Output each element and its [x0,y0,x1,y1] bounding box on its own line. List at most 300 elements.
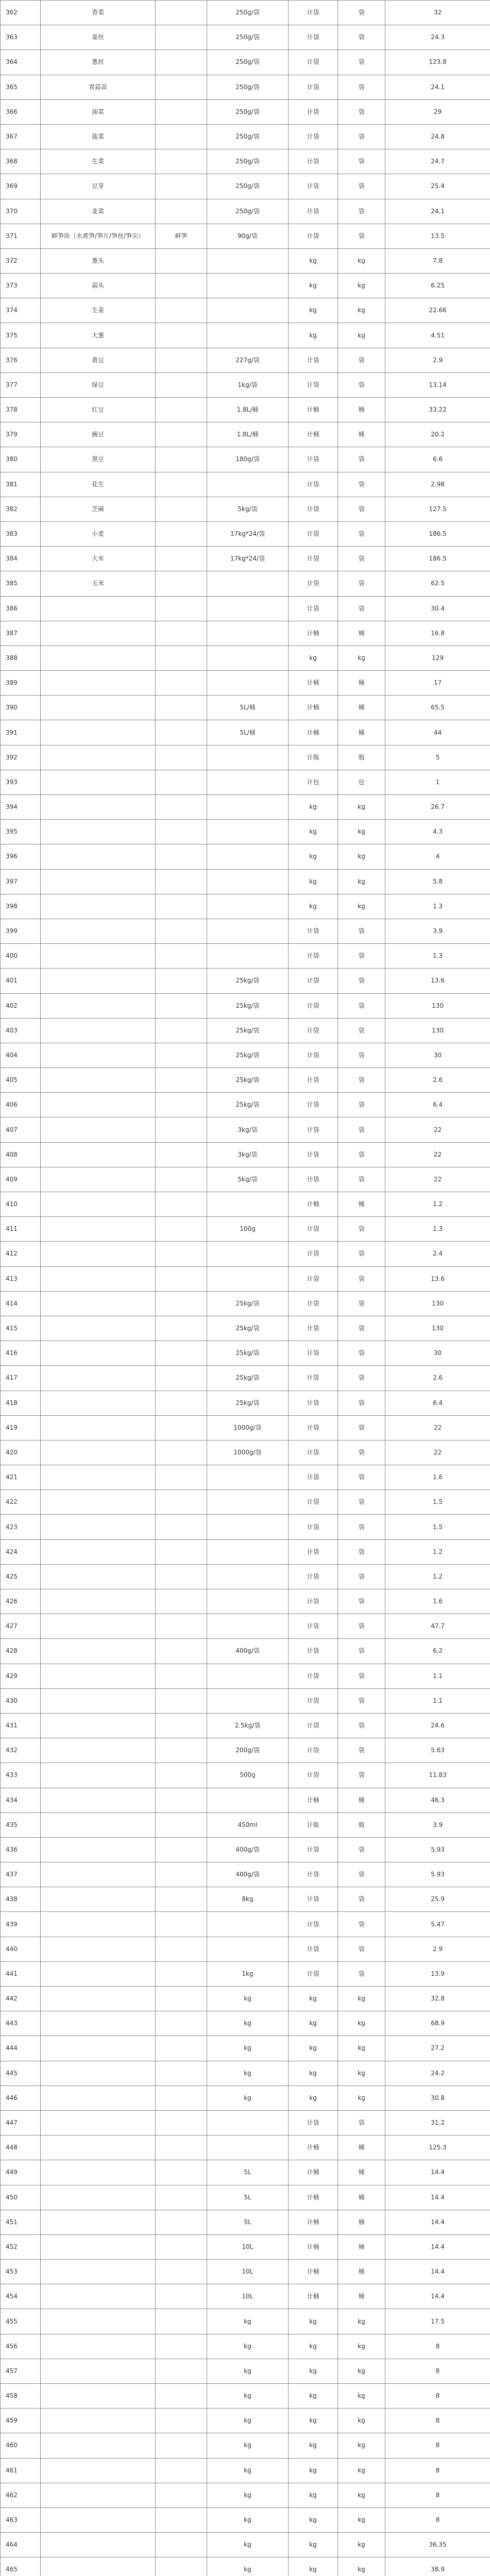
item-name-cell: 姜丝 [41,25,156,49]
unit-mode-cell: 计袋 [289,2111,338,2135]
price-cell: 14.4 [385,2160,490,2184]
spec-cell: 250g/袋 [207,125,289,149]
unit-cell: 袋 [338,1068,385,1092]
row-number-cell: 458 [1,2384,41,2408]
unit-cell: 包 [338,770,385,794]
item-name-cell: 大米 [41,547,156,571]
unit-cell: 袋 [338,472,385,497]
price-cell: 1.1 [385,1664,490,1688]
unit-mode-cell: kg [289,795,338,819]
unit-cell: 袋 [338,75,385,99]
table-row [0,1589,490,1614]
unit-mode-cell: 计袋 [289,75,338,99]
unit-cell: 袋 [338,1490,385,1514]
unit-cell: 袋 [338,149,385,174]
table-row [0,2384,490,2409]
item-name-cell [41,2384,156,2408]
price-cell: 32.8 [385,1987,490,2011]
table-row [0,2136,490,2160]
unit-cell: 袋 [338,1589,385,1614]
brand-cell [156,1143,207,1167]
table-row [0,2036,490,2061]
price-cell: 4.51 [385,323,490,347]
brand-cell [156,1093,207,1117]
table-row [0,795,490,820]
price-cell: 30 [385,1341,490,1365]
spec-cell: kg [207,2508,289,2532]
item-name-cell: 韭菜 [41,199,156,224]
unit-cell: 桶 [338,621,385,646]
spec-cell: 10L [207,2235,289,2259]
unit-cell: 袋 [338,174,385,198]
unit-cell: 袋 [338,1217,385,1241]
table-row [0,820,490,844]
unit-mode-cell: 计袋 [289,1391,338,1415]
unit-mode-cell: 计袋 [289,919,338,943]
table-row [0,348,490,373]
unit-cell: 袋 [338,597,385,621]
unit-mode-cell: 计桶 [289,2136,338,2160]
brand-cell [156,1788,207,1812]
brand-cell [156,1689,207,1713]
table-row [0,944,490,969]
row-number-cell: 426 [1,1589,41,1614]
price-cell: 8 [385,2334,490,2359]
price-cell: 25.9 [385,1887,490,1911]
row-number-cell: 440 [1,1937,41,1961]
item-name-cell [41,2185,156,2210]
spec-cell: kg [207,2011,289,2036]
unit-mode-cell: kg [289,249,338,273]
unit-cell: 桶 [338,1788,385,1812]
unit-mode-cell: 计袋 [289,125,338,149]
row-number-cell: 430 [1,1689,41,1713]
spec-cell [207,1937,289,1961]
price-cell: 2.9 [385,1937,490,1961]
item-name-cell [41,1391,156,1415]
brand-cell [156,100,207,124]
row-number-cell: 447 [1,2111,41,2135]
price-cell: 8 [385,2384,490,2408]
item-name-cell [41,1416,156,1440]
item-name-cell [41,2459,156,2483]
brand-cell [156,2210,207,2234]
table-row [0,1838,490,1862]
spec-cell [207,646,289,670]
unit-mode-cell: 计袋 [289,1490,338,1514]
spec-cell: 100g [207,1217,289,1241]
brand-cell [156,2483,207,2507]
row-number-cell: 387 [1,621,41,646]
spec-cell: kg [207,2309,289,2333]
brand-cell [156,1,207,25]
table-row [0,1440,490,1465]
row-number-cell: 421 [1,1465,41,1489]
brand-cell [156,1267,207,1291]
row-number-cell: 446 [1,2086,41,2110]
price-cell: 16.8 [385,621,490,646]
brand-cell [156,745,207,770]
brand-cell [156,944,207,968]
price-cell: 46.3 [385,1788,490,1812]
table-row [0,1242,490,1266]
brand-cell [156,2136,207,2160]
unit-mode-cell: 计袋 [289,1019,338,1043]
unit-cell: 袋 [338,522,385,546]
unit-mode-cell: 计袋 [289,1117,338,1142]
unit-cell: kg [338,2359,385,2383]
brand-cell [156,671,207,695]
brand-cell [156,969,207,993]
unit-mode-cell: 计袋 [289,1689,338,1713]
unit-mode-cell: 计袋 [289,1763,338,1787]
table-row [0,149,490,174]
item-name-cell [41,2409,156,2433]
table-row [0,2086,490,2111]
brand-cell [156,2433,207,2458]
table-row [0,2409,490,2433]
row-number-cell: 368 [1,149,41,174]
item-name-cell [41,1714,156,1738]
item-name-cell: 生菜 [41,149,156,174]
row-number-cell: 422 [1,1490,41,1514]
brand-cell [156,2061,207,2086]
unit-cell: 袋 [338,1540,385,1564]
price-cell: 24.1 [385,199,490,224]
row-number-cell: 401 [1,969,41,993]
spec-cell [207,1565,289,1589]
price-cell: 1 [385,770,490,794]
price-cell: 44 [385,720,490,744]
spec-cell [207,870,289,894]
unit-cell: 瓶 [338,745,385,770]
unit-cell: kg [338,844,385,869]
brand-cell [156,1862,207,1887]
unit-cell: 袋 [338,1639,385,1663]
row-number-cell: 369 [1,174,41,198]
item-name-cell [41,1068,156,1092]
row-number-cell: 377 [1,373,41,397]
unit-mode-cell: 计袋 [289,1887,338,1911]
spec-cell [207,1540,289,1564]
row-number-cell: 411 [1,1217,41,1241]
price-cell: 24.2 [385,2061,490,2086]
spec-cell: 400g/袋 [207,1838,289,1862]
table-row [0,174,490,199]
table-row [0,1465,490,1490]
spec-cell: 5L/桶 [207,720,289,744]
row-number-cell: 454 [1,2284,41,2309]
brand-cell [156,2160,207,2184]
table-row [0,2309,490,2334]
unit-cell: 桶 [338,671,385,695]
table-row [0,2185,490,2210]
spec-cell: 250g/袋 [207,25,289,49]
unit-cell: 袋 [338,1689,385,1713]
brand-cell [156,1068,207,1092]
item-name-cell: 葱丝 [41,50,156,74]
unit-mode-cell: kg [289,2459,338,2483]
price-cell: 127.5 [385,497,490,521]
unit-mode-cell: 计袋 [289,174,338,198]
row-number-cell: 441 [1,1962,41,1986]
brand-cell [156,1565,207,1589]
unit-mode-cell: 计袋 [289,547,338,571]
spec-cell: kg [207,2459,289,2483]
spec-cell [207,671,289,695]
brand-cell [156,2508,207,2532]
item-name-cell [41,1738,156,1762]
spec-cell: kg [207,2557,289,2576]
table-row [0,1267,490,1292]
brand-cell [156,373,207,397]
spec-cell: 25kg/袋 [207,1341,289,1365]
table-row [0,1292,490,1316]
table-row [0,1068,490,1093]
item-name-cell [41,1689,156,1713]
spec-cell [207,1912,289,1936]
table-row [0,249,490,274]
unit-mode-cell: 计袋 [289,1565,338,1589]
unit-cell: 袋 [338,919,385,943]
price-cell: 14.4 [385,2235,490,2259]
spec-cell: 227g/袋 [207,348,289,372]
item-name-cell [41,1639,156,1663]
unit-mode-cell: 计桶 [289,671,338,695]
unit-mode-cell: kg [289,274,338,298]
spec-cell: 1kg [207,1962,289,1986]
brand-cell [156,2260,207,2284]
row-number-cell: 462 [1,2483,41,2507]
row-number-cell: 435 [1,1813,41,1837]
unit-cell: 袋 [338,373,385,397]
item-name-cell [41,1912,156,1936]
table-row [0,1788,490,1813]
brand-cell [156,1614,207,1638]
spec-cell [207,770,289,794]
unit-cell: 袋 [338,1316,385,1341]
unit-mode-cell: kg [289,2036,338,2060]
brand-cell [156,646,207,670]
item-name-cell: 葱头 [41,249,156,273]
unit-cell: 桶 [338,2260,385,2284]
table-row [0,1192,490,1217]
row-number-cell: 399 [1,919,41,943]
price-cell: 1.3 [385,894,490,919]
row-number-cell: 407 [1,1117,41,1142]
unit-mode-cell: kg [289,2384,338,2408]
spec-cell [207,745,289,770]
spec-cell: 25kg/袋 [207,1068,289,1092]
unit-mode-cell: 计桶 [289,2210,338,2234]
table-row [0,770,490,795]
unit-mode-cell: 计袋 [289,1093,338,1117]
unit-cell: 袋 [338,1838,385,1862]
brand-cell [156,820,207,844]
brand-cell [156,894,207,919]
unit-mode-cell: 计袋 [289,1589,338,1614]
row-number-cell: 371 [1,224,41,248]
brand-cell [156,2185,207,2210]
price-cell: 22 [385,1117,490,1142]
item-name-cell [41,795,156,819]
row-number-cell: 417 [1,1366,41,1390]
item-name-cell [41,1267,156,1291]
unit-mode-cell: kg [289,2483,338,2507]
brand-cell [156,422,207,447]
spec-cell [207,472,289,497]
price-cell: 32 [385,1,490,25]
price-cell: 2.4 [385,1242,490,1266]
table-row [0,1565,490,1589]
row-number-cell: 397 [1,870,41,894]
price-cell: 22 [385,1167,490,1192]
item-name-cell [41,2334,156,2359]
spec-cell [207,1689,289,1713]
table-row [0,2061,490,2086]
unit-mode-cell: kg [289,2334,338,2359]
row-number-cell: 428 [1,1639,41,1663]
table-row [0,2334,490,2359]
price-cell: 24.8 [385,125,490,149]
unit-mode-cell: 计袋 [289,1962,338,1986]
unit-mode-cell: 计袋 [289,1,338,25]
unit-cell: kg [338,2433,385,2458]
brand-cell [156,50,207,74]
brand-cell [156,1242,207,1266]
spec-cell: 250g/袋 [207,149,289,174]
price-cell: 8 [385,2459,490,2483]
table-row [0,1117,490,1142]
unit-cell: 袋 [338,1117,385,1142]
item-name-cell [41,2235,156,2259]
price-cell: 186.5 [385,522,490,546]
brand-cell [156,348,207,372]
unit-mode-cell: kg [289,2086,338,2110]
item-name-cell [41,2160,156,2184]
unit-cell: 袋 [338,1912,385,1936]
item-name-cell [41,1962,156,1986]
item-name-cell [41,1614,156,1638]
unit-mode-cell: 计桶 [289,2260,338,2284]
unit-cell: 袋 [338,125,385,149]
spec-cell: kg [207,2061,289,2086]
price-cell: 29 [385,100,490,124]
unit-cell: 袋 [338,1167,385,1192]
unit-mode-cell: 计袋 [289,1043,338,1067]
table-row [0,1912,490,1937]
item-name-cell [41,2260,156,2284]
price-cell: 22 [385,1416,490,1440]
unit-cell: kg [338,2036,385,2060]
row-number-cell: 434 [1,1788,41,1812]
unit-mode-cell: 计袋 [289,224,338,248]
spec-cell: kg [207,2409,289,2433]
table-row [0,571,490,596]
brand-cell [156,696,207,720]
row-number-cell: 378 [1,398,41,422]
brand-cell [156,1440,207,1465]
spec-cell [207,2136,289,2160]
table-row [0,870,490,894]
item-name-cell: 红豆 [41,398,156,422]
price-cell: 11.83 [385,1763,490,1787]
brand-cell [156,994,207,1018]
price-cell: 7.8 [385,249,490,273]
table-row [0,1887,490,1912]
row-number-cell: 456 [1,2334,41,2359]
item-name-cell [41,2011,156,2036]
item-name-cell: 菠菜 [41,125,156,149]
item-name-cell: 花生 [41,472,156,497]
price-cell: 13.6 [385,969,490,993]
spec-cell [207,1788,289,1812]
row-number-cell: 409 [1,1167,41,1192]
spec-cell: 500g [207,1763,289,1787]
table-row [0,696,490,720]
item-name-cell: 大葱 [41,323,156,347]
unit-mode-cell: 计袋 [289,1068,338,1092]
brand-cell [156,1738,207,1762]
price-cell: 14.4 [385,2210,490,2234]
price-cell: 3.9 [385,919,490,943]
unit-cell: 桶 [338,696,385,720]
unit-cell: 袋 [338,1043,385,1067]
unit-cell: 袋 [338,994,385,1018]
row-number-cell: 423 [1,1515,41,1539]
price-cell: 27.2 [385,2036,490,2060]
unit-cell: kg [338,298,385,323]
price-cell: 68.9 [385,2011,490,2036]
unit-cell: kg [338,2334,385,2359]
price-cell: 1.3 [385,944,490,968]
item-name-cell [41,969,156,993]
price-cell: 5.93 [385,1838,490,1862]
brand-cell [156,2011,207,2036]
brand-cell [156,249,207,273]
spec-cell: 25kg/袋 [207,1391,289,1415]
unit-mode-cell: 计袋 [289,1912,338,1936]
unit-cell: 袋 [338,1341,385,1365]
unit-mode-cell: 计袋 [289,597,338,621]
brand-cell [156,1887,207,1911]
unit-cell: 桶 [338,2185,385,2210]
row-number-cell: 400 [1,944,41,968]
unit-mode-cell: 计桶 [289,1788,338,1812]
price-cell: 1.3 [385,1217,490,1241]
row-number-cell: 402 [1,994,41,1018]
price-cell: 14.4 [385,2284,490,2309]
spec-cell [207,894,289,919]
price-cell: 1.6 [385,1589,490,1614]
spec-cell: 250g/袋 [207,75,289,99]
unit-cell: 袋 [338,1614,385,1638]
unit-mode-cell: 计袋 [289,1714,338,1738]
brand-cell [156,870,207,894]
spec-cell: 250g/袋 [207,50,289,74]
table-row [0,1316,490,1341]
brand-cell [156,1664,207,1688]
row-number-cell: 424 [1,1540,41,1564]
unit-cell: 袋 [338,1143,385,1167]
unit-mode-cell: 计瓶 [289,745,338,770]
unit-mode-cell: 计袋 [289,348,338,372]
spec-cell: 17kg*24/袋 [207,522,289,546]
brand-cell: 鲜笋 [156,224,207,248]
table-row [0,547,490,571]
unit-cell: 桶 [338,398,385,422]
spec-cell: 250g/袋 [207,100,289,124]
